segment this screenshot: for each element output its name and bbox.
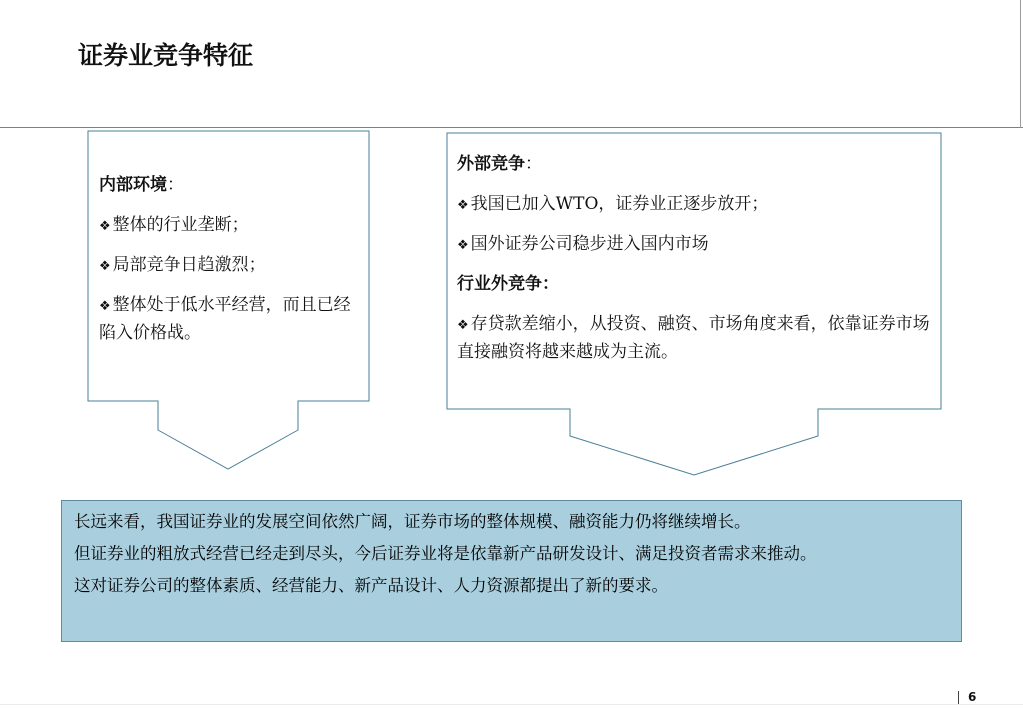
external-competition-box bbox=[447, 133, 941, 409]
external-item: ❖ 国外证券公司稳步进入国内市场 bbox=[457, 230, 931, 258]
internal-header: 内部环境 bbox=[99, 175, 167, 195]
footer-rule bbox=[0, 704, 1023, 705]
internal-header-colon: ： bbox=[167, 175, 184, 195]
outside-industry-header: 行业外竞争： bbox=[457, 274, 559, 295]
summary-line: 这对证券公司的整体素质、经营能力、新产品设计、人力资源都提出了新的要求。 bbox=[74, 576, 668, 595]
internal-item: ❖ 局部竞争日趋激烈； bbox=[99, 251, 359, 279]
summary-line: 但证券业的粗放式经营已经走到尽头，今后证券业将是依靠新产品研发设计、满足投资者需求来推动。 bbox=[74, 544, 817, 563]
slide-title: 证券业竞争特征 bbox=[78, 41, 254, 70]
external-header-line bbox=[457, 150, 931, 178]
page-number-separator bbox=[958, 691, 959, 705]
internal-item: ❖ 整体处于低水平经营，而且已经陷入价格战。 bbox=[99, 291, 359, 347]
internal-environment-box bbox=[87, 131, 369, 401]
summary-box bbox=[61, 500, 962, 642]
external-header: 外部竞争 bbox=[457, 154, 525, 174]
external-header-colon: ： bbox=[525, 154, 542, 174]
internal-item: ❖ 整体的行业垄断； bbox=[99, 211, 359, 239]
summary-line: 长远来看，我国证券业的发展空间依然广阔，证券市场的整体规模、融资能力仍将继续增长。 bbox=[74, 512, 751, 531]
page-number: 6 bbox=[968, 690, 977, 704]
internal-header-line bbox=[99, 171, 359, 199]
outside-industry-item: ❖ 存贷款差缩小，从投资、融资、市场角度来看，依靠证券市场直接融资将越来越成为主流。 bbox=[457, 310, 931, 366]
external-item: ❖ 我国已加入WTO，证券业正逐步放开； bbox=[457, 190, 931, 218]
